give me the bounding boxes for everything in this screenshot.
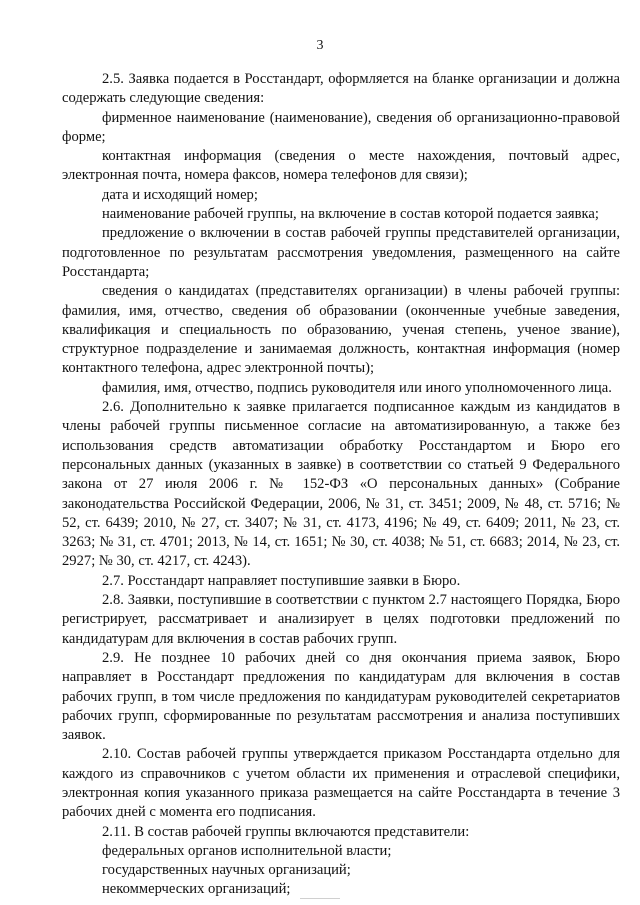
paragraph-candidates-info: сведения о кандидатах (представителях организации) в члены рабочей группы: фамилия, имя, отчество, сведения об образовании (оконченные учебные заведения, квалификация и специальность по образованию, ученая степень, ученое звание), структурное подразделение и занимаемая должность, контактная информация (номер контактного телефона, адрес электронной почты); [62,283,620,377]
paragraph-working-group-name: наименование рабочей группы, на включение в состав которой подается заявка; [102,206,599,223]
paragraph-company-name: фирменное наименование (наименование), сведения об организационно-правовой форме; [62,109,620,145]
paragraph-2-7: 2.7. Росстандарт направляет поступившие заявки в Бюро. [102,572,461,589]
paragraph-2-10: 2.10. Состав рабочей группы утверждается приказом Росстандарта отдельно для каждого из справочников с учетом области их применения и отраслевой специфики, электронная копия указанного приказа размещается на сайте Росстандарта в течение 3 рабочих дней с момента его подписания. [62,746,620,821]
paragraph-2-6: 2.6. Дополнительно к заявке прилагается подписанное каждым из кандидатов в члены рабочей группы письменное согласие на автоматизированную, а также без использования средств автоматизации обработку Росстандартом и Бюро его персональных данных (указанных в заявке) в соответствии со статьей 9 Федерального закона от 27 июля 2006 г. № 152-ФЗ «О персональных данных» (Собрание законодательства Российской Федерации, 2006, № 31, ст. 3451; 2009, № 48, ст. 5716; № 52, ст. 6439; 2010, № 27, ст. 3407; № 31, ст. 4173, 4196; № 49, ст. 6409; 2011, № 23, ст. 3263; № 31, ст. 4701; 2013, № 14, ст. 1651; № 30, ст. 4038; № 51, ст. 6683; 2014, № 23, ст. 2927; № 30, ст. 4217, ст. 4243). [62,399,620,570]
paragraph-2-9: 2.9. Не позднее 10 рабочих дней со дня окончания приема заявок, Бюро направляет в Росстандарт предложения по кандидатурам для включения в состав рабочих групп, в том числе предложения по кандидатурам руководителей секретариатов рабочих групп, сформированные по результатам рассмотрения и анализа поступивших заявок. [62,649,620,744]
list-item-state-scientific-orgs: государственных научных организаций; [102,862,351,879]
page-number: 3 [316,38,324,53]
paragraph-2-8: 2.8. Заявки, поступившие в соответствии с пунктом 2.7 настоящего Порядка, Бюро регистрирует, рассматривает и анализирует в целях подготовки предложений по кандидатурам для включения в состав рабочих групп. [62,592,620,647]
document-body [62,70,620,900]
paragraph-contact-info: контактная информация (сведения о месте нахождения, почтовый адрес, электронная почта, номера факсов, номера телефонов для связи); [62,148,620,184]
paragraph-inclusion-proposal: предложение о включении в состав рабочей группы представителей организации, подготовленное по результатам рассмотрения уведомления, размещенного на сайте Росстандарта; [62,225,620,280]
scan-artifact [300,898,340,899]
paragraph-signatory: фамилия, имя, отчество, подпись руководителя или иного уполномоченного лица. [102,379,612,396]
list-item-nonprofit-orgs: некоммерческих организаций; [102,881,291,898]
list-item-federal-authorities: федеральных органов исполнительной власти; [102,842,392,859]
paragraph-date-number: дата и исходящий номер; [102,186,258,203]
paragraph-2-5: 2.5. Заявка подается в Росстандарт, оформляется на бланке организации и должна содержать следующие сведения: [62,71,620,107]
paragraph-2-11: 2.11. В состав рабочей группы включаются представители: [102,823,470,840]
